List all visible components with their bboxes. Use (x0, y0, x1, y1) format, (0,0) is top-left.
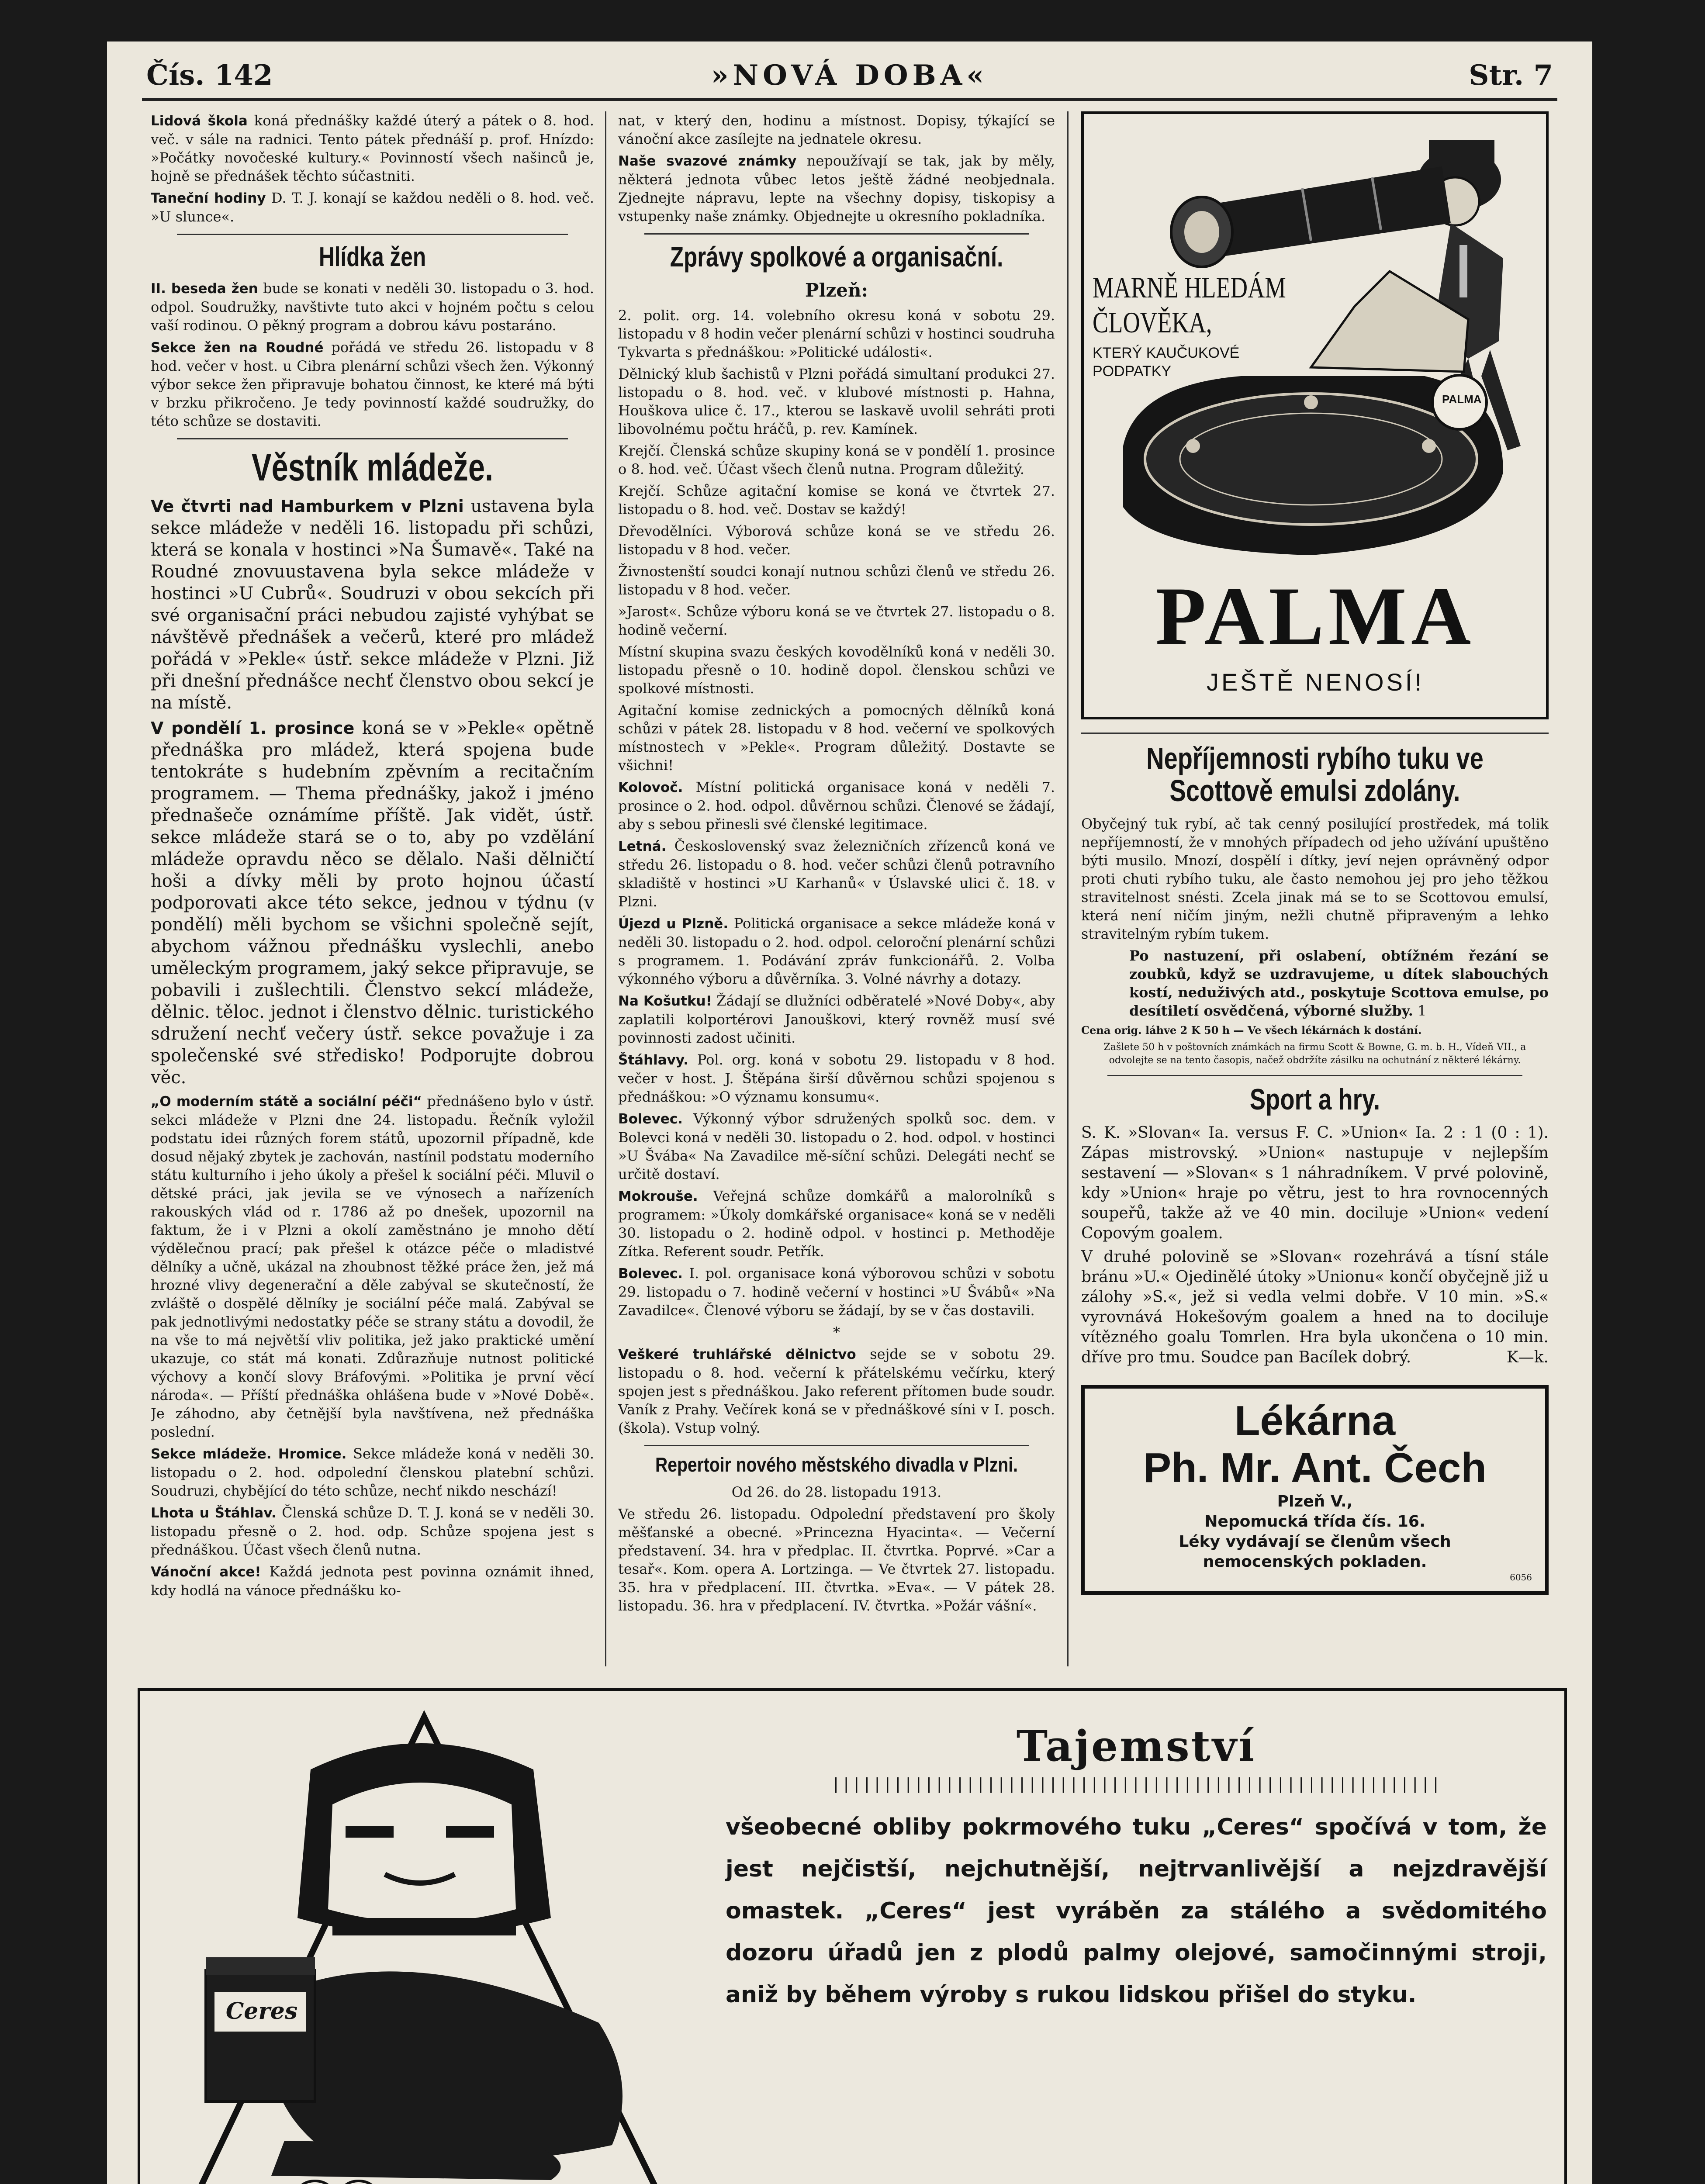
paragraph-lead: Bolevec. (618, 1266, 683, 1282)
paragraph-text: Politická organisace a sekce mládeže koná v neděli 30. listopadu o 2. hod. odpol. celoroční plenární schůzi s programem. 1. Podávání zpráv funkcionářů. 2. Volba výkonného výboru a důvěrníka. 3. Volné návrhy a dotazy. (618, 915, 1055, 988)
paragraph-lead: Bolevec. (618, 1111, 683, 1127)
section-heading-sport: Sport a hry. (1249, 1083, 1380, 1116)
palma-advertisement (1081, 111, 1549, 719)
paragraph-text: Po nastuzení, při oslabení, obtížném řezání se zoubků, když se uzdravujeme, u dítek slabouchých kostí, neduživých atd., poskytuje Scottova emulse, po desítiletí osvědčená, výborné služby. (1129, 947, 1549, 1019)
paragraph-text: Žádají se dlužníci odběratelé »Nové Doby«, aby zaplatili kolportérovi Janouškovi, který rovněž musí své povinnosti zadost učiniti. (618, 992, 1055, 1047)
paragraph-text: Každá jednota pest povinna oznámit ihned, kdy hodlá na vánoce přednášku ko- (151, 1563, 594, 1599)
ceres-tin-label: Ceres (225, 1998, 298, 2025)
paragraph-text: nepoužívají se tak, jak by měly, některá jednota vůbec letos ještě žádné neobjednala. Zjednejte nápravu, lepte na všechny dopisy, tiskopisy a vstupenky naše známky. Objednejte u okresního pokladníka. (618, 152, 1055, 225)
page-header (146, 59, 1553, 98)
article-paragraph (151, 1444, 594, 1500)
ceres-title-underline: ||||||||||||||||||||||||||||||||||||||||||||||||||||||||||| (831, 1775, 1442, 1793)
article-paragraph (618, 1187, 1055, 1261)
article-paragraph (618, 837, 1055, 911)
column-divider (1067, 111, 1069, 1666)
page-number: Str. 7 (1469, 59, 1553, 92)
article-paragraph: Agitační komise zednických a pomocných dělníků koná schůzi v pátek 28. listopadu v 8 hod. večerní ve spolkových místnostech v »Pekle«. Program důležitý. Dostavte se všichni! (618, 702, 1055, 774)
article-paragraph: Místní skupina svazu českých kovodělníků koná v neděli 30. listopadu přesně o 10. hodině dopol. členskou schůzi ve spolkové místnosti. (618, 643, 1055, 697)
palma-small-brand: PALMA (1442, 393, 1482, 406)
article-paragraph (151, 111, 594, 185)
article-paragraph (151, 495, 594, 714)
column-divider (605, 111, 606, 1666)
paragraph-lead: Ve čtvrti nad Hamburkem v Plzni (151, 497, 464, 516)
paragraph-text: Veřejná schůze domkářů a malorolníků s programem: »Úkoly domkářské organisace« koná se v neděli 30. listopadu o 2. hodině odpol. v hostinci p. Methoděje Zítka. Referent soudr. Petřík. (618, 1188, 1055, 1260)
paragraph-lead: Újezd u Plzně. (618, 916, 729, 932)
article-paragraph (1081, 947, 1549, 1020)
paragraph-lead: Letná. (618, 839, 667, 855)
article-paragraph: Ve středu 26. listopadu. Odpolední představení pro školy měšťanské a obecné. »Princezna Hyacinta«. — Večerní představení. 34. hra v předplac. II. čtvrtka. Poprvé. »Car a tesař«. Kom. opera A. Lortzinga. — Ve čtvrtek 27. listopadu. 35. hra v předplacení. III. čtvrtka. »Eva«. — V pátek 28. listopadu. 36. hra v předplacení. IV. čtvrtka. »Požár vášní«. (618, 1506, 1055, 1614)
lekarna-city: Plzeň V., (1277, 1493, 1353, 1511)
issue-number: Čís. 142 (146, 59, 273, 92)
sphinx-head-icon (297, 1743, 551, 1935)
paragraph-lead: Veškeré truhlářské dělnictvo (618, 1347, 856, 1363)
article-paragraph (151, 1092, 594, 1441)
paragraph-text: koná se v »Pekle« opětně přednáška pro mládež, která spojena bude tentokráte s hudebním zpěvním a recitačním programem. — Thema přednášky, jakož i jméno přednašeče oznámíme příště. Jak vidět, ústř. sekce mládeže stará se o to, aby po vzdělání mládeže opravdu něco se dělalo. Naši dělničtí hoši a dívky měli by proto hojnou účastí podporovati akce této sekce, jednou v týdnu (v pondělí) měli bychom se všichni společně sejít, abychom vážnou přednášku vyslechli, anebo uměleckým programem, jaký sekce připravuje, se pobavili i zušlechtili. Členstvo sekcí mládeže, dělnic. těloc. jednot i členstvo dělnic. turistického sdružení nechť večery ústř. sekce považuje i za společenské své středisko! Podporujte dobrou věc. (151, 718, 594, 1088)
palma-tagline: JEŠTĚ NENOSÍ! (1206, 668, 1425, 696)
paragraph-lead: II. beseda žen (151, 281, 258, 297)
paragraph-text: Místní politická organisace koná v neděli 7. prosince o 2. hod. odpol. důvěrnou schůzi. Členové se žádají, aby s sebou přinesli své členské legitimace. (618, 779, 1055, 833)
article-paragraph: Dřevodělníci. Výborová schůze koná se ve středu 26. listopadu v 8 hod. večer. (618, 523, 1055, 558)
section-heading-hlidka-zen: Hlídka žen (318, 242, 426, 272)
section-divider (1081, 733, 1549, 734)
section-divider (644, 1445, 1029, 1446)
sphinx-body-icon (268, 1971, 623, 2184)
paragraph-lead: Sekce žen na Roudné (151, 340, 324, 356)
paragraph-lead: Štáhlavy. (618, 1052, 689, 1068)
section-heading-repertoir: Repertoir nového městského divadla v Plzni. (655, 1453, 1018, 1476)
paragraph-lead: Lhota u Štáhlav. (151, 1505, 277, 1521)
paragraph-text: V druhé polovině se »Slovan« rozehrává a tísní stále bránu »U.« Ojedinělé útoky »Unionu« končí obyčejně již u zálohy »S.«, jež si vedla velmi dobře. V 10 min. »S.« vyrovnává Hokešovým goalem a hned na to dociluje vítězného goalu Tomrlen. Hra byla ukončena o 10 min. dříve pro tmu. Soudce pan Bacílek dobrý. (1081, 1248, 1549, 1367)
paragraph-text: I. pol. organisace koná výborovou schůzi v sobotu 29. listopadu o 7. hodině večerní v hostinci »U Švábů« »Na Zavadilce«. Členové výboru se žádají, by se v čas dostavili. (618, 1265, 1055, 1319)
paragraph-lead: V pondělí 1. prosince (151, 719, 355, 738)
article-paragraph: 2. polit. org. 14. volebního okresu koná v sobotu 29. listopadu v 8 hodin večer plenární schůzi v hostinci soudruha Tykvarta s přednáškou: »Politické události«. (618, 307, 1055, 361)
section-heading-zpravy: Zprávy spolkové a organisační. (670, 241, 1003, 273)
article-paragraph (151, 717, 594, 1089)
paragraph-text: Pol. org. koná v sobotu 29. listopadu v 8 hod. večer v host. J. Štěpána širší důvěrnou schůzi spojenou s přednáškou: »O významu konsumu«. (618, 1051, 1055, 1106)
article-paragraph (618, 1345, 1055, 1437)
article-paragraph: Krejčí. Schůze agitační komise se koná ve čtvrtek 27. listopadu o 8. hod. več. Dostav se každý! (618, 483, 1055, 518)
ceres-text (726, 1721, 1547, 2016)
ad-number: 1 (1418, 1002, 1427, 1019)
subheading-plzen: Plzeň: (805, 280, 868, 301)
palma-headline-1: MARNĚ HLEDÁM (1093, 271, 1286, 304)
article-paragraph: Obyčejný tuk rybí, ač tak cenný posilující prostředek, má tolik nepříjemností, že v mnohých případech od jeho užívání upuštěno býti musilo. Mnozí, dospělí i dítky, jeví nejen oprávněný odpor proti chuti rybího tuku, ale často nemohou jej pro jeho těžkou stravitelnost snésti. Zcela jinak má se to se Scottovou emulsí, která není ničím jiným, nežli chutně připraveným a lehko stravitelným rybím tukem. (1081, 816, 1549, 942)
paragraph-text: D. T. J. konají se každou neděli o 8. hod. več. »U slunce«. (151, 190, 594, 225)
paragraph-text: Členská schůze D. T. J. koná se v neděli 30. listopadu přesně o 2. hod. odp. Schůze spojena jest s přednáškou. Účast všech členů nutna. (151, 1504, 594, 1559)
section-divider (644, 233, 1029, 235)
article-paragraph (618, 992, 1055, 1047)
lekarna-service-2: nemocenských pokladen. (1203, 1553, 1427, 1571)
paragraph-lead: Mokrouše. (618, 1189, 698, 1205)
lekarna-code: 6056 (1510, 1572, 1532, 1583)
article-paragraph (1081, 1247, 1549, 1368)
paragraph-text: Výkonný výbor sdružených spolků soc. dem. v Bolevci koná v neděli 30. listopadu o 2. hod. odpol. v hostinci »U Švába« Na Zavadilce mě-síční schůzi. Delegáti nechť se určitě dostaví. (618, 1110, 1055, 1183)
paragraph-lead: Vánoční akce! (151, 1564, 261, 1580)
article-paragraph (618, 1051, 1055, 1106)
palma-headline-2: ČLOVĚKA, (1093, 306, 1212, 339)
column-right (1081, 111, 1549, 1666)
paragraph-text: přednášeno bylo v ústř. sekci mládeže v Plzni dne 24. listopadu. Řečník vyložil podstatu idei různých forem států, upozornil případně, kde dosud nějaký zbytek je zachován, nastínil podstatu moderního státu kulturního i jeho úkoly a přešel k sociální péči. Mluvil o dětské práci, jak jevila se ve výnosech a nařízeních rakouských vlád od r. 1786 až po dnešek, upozornil na faktum, že i v Plzni a okolí zaměstnáno je mnoho dětí výdělečnou prací; pak přešel k otázce péče o mladistvé dělníky a učně, ukázal na zhoubnost těžké práce žen, jež má hrozné vlivy degenerační a děle zabýval se skutečností, že zvláště o dospělé dělníky je sociální péče malá. Zabýval se pak jednotlivými nedostatky péče se strany státu a dovodil, že na vše to má největší vliv politika, jež jako praktické umění ukazuje, co stát má konati. Zdůrazňuje nutnost politické výchovy a končí slovy Bráfovými. »Politika je první věcí národa«. — Příští přednáška ohlášena bude v »Nové Době«. Je záhodno, aby četnější byla navštívena, než přednáška poslední. (151, 1093, 594, 1441)
paragraph-text: bude se konati v neděli 30. listopadu o 3. hod. odpol. Soudružky, navštivte tuto akci v hojném počtu s celou vaší rodinou. O pěkný program a dobrou kávu postaráno. (151, 280, 594, 334)
masthead-title: »NOVÁ DOBA« (711, 59, 989, 92)
paragraph-lead: Sekce mládeže. Hromice. (151, 1446, 347, 1462)
article-paragraph: »Jarost«. Schůze výboru koná se ve čtvrtek 27. listopadu o 8. hodině večerní. (618, 603, 1055, 639)
lekarna-advertisement (1081, 1385, 1549, 1595)
article-paragraph (151, 279, 594, 335)
article-paragraph: Živnostenští soudci konají nutnou schůzi členů ve středu 26. listopadu v 8 hod. večer. (618, 563, 1055, 598)
paragraph-text: koná přednášky každé úterý a pátek o 8. hod. več. v sále na radnici. Tento pátek přednáší p. prof. Hnízdo: »Počátky novočeské kultury.« Povinností všech našinců je, hojně se přednášek těchto súčastniti. (151, 112, 594, 184)
lekarna-title: Lékárna (1234, 1397, 1396, 1444)
lekarna-service: Léky vydávají se členům všech (1179, 1533, 1451, 1551)
article-paragraph: S. K. »Slovan« Ia. versus F. C. »Union« Ia. 2 : 1 (0 : 1). Zápas mistrovský. »Union« nastupuje v nejlepším sestavení — »Slovan« s 1 náhradníkem. V prvé polovině, kdy »Union« hraje po větru, jest to hra rovnocenných soupeřů, takže až ve 40 min. dociluje »Union« vedení Copovým goalem. (1081, 1124, 1549, 1243)
column-left (151, 111, 594, 1666)
lekarna-street: Nepomucká třída čís. 16. (1204, 1513, 1425, 1531)
header-rule (142, 98, 1557, 101)
separator-star: * (833, 1324, 840, 1341)
author-sign: K—k. (1506, 1348, 1549, 1367)
repertoir-dates: Od 26. do 28. listopadu 1913. (731, 1484, 942, 1501)
paragraph-lead: Naše svazové známky (618, 153, 797, 169)
paragraph-text: pořádá ve středu 26. listopadu v 8 hod. večer v host. u Cibra plenární schůzi všech žen. Výkonný výbor sekce žen připravuje bohatou činnost, ke které má býti v brzku přikročeno. Je tedy povinností každé soudružky, do této schůze se dostaviti. (151, 339, 594, 430)
paragraph-lead: Lidová škola (151, 113, 248, 129)
column-middle (618, 111, 1055, 1666)
palma-subline-2: PODPATKY (1093, 363, 1172, 380)
paragraph-text: Československý svaz železničních zřízenců koná ve středu 26. listopadu o 8. hod. večer schůzi členů potravního skladiště v hostinci »U Karhanů« v Úslavské ulici č. 18. v Plzni. (618, 838, 1055, 910)
ceres-title: Tajemství (1016, 1721, 1256, 1771)
article-paragraph (151, 1503, 594, 1559)
article-paragraph (618, 914, 1055, 988)
ceres-illustration (140, 1691, 717, 2184)
paragraph-lead: Taneční hodiny (151, 190, 266, 206)
article-paragraph (618, 1264, 1055, 1320)
ceres-tin-icon (206, 1957, 315, 2101)
article-paragraph (618, 778, 1055, 833)
article-paragraph (618, 1109, 1055, 1183)
section-divider (1107, 1075, 1522, 1076)
section-divider (177, 438, 568, 439)
telescope-icon (1171, 166, 1451, 267)
palma-brand: PALMA (1155, 570, 1476, 662)
article-paragraph (151, 189, 594, 226)
paragraph-text: Sekce mládeže koná v neděli 30. listopadu o 2. hod. odpolední členskou platební schůzi. Soudruzi, chybějící do této schůze, nechť nikdo neschází! (151, 1445, 594, 1500)
price-note: Cena orig. láhve 2 K 50 h — Ve všech lékárnách k dostání. (1081, 1024, 1422, 1037)
section-heading-vestnik-mladeze: Věstník mládeže. (251, 446, 494, 489)
paragraph-text: ustavena byla sekce mládeže v neděli 16. listopadu při schůzi, která se konala v hostinci »Na Šumavě«. Také na Roudné znovuustavena byla sekce mládeže v hostinci »U Cubrů«. Soudruzi v obou sekcích při své organisační práci nebudou zajisté vyhýbat se návštěvě přednášek a večerů, které pro mládež pořádá v »Pekle« ústř. sekce mládeže v Plzni. Již při dnešní přednášce nechť členstvo obou sekcí je na místě. (151, 496, 594, 713)
palma-subline-1: KTERÝ KAUČUKOVÉ (1093, 345, 1240, 361)
article-paragraph (151, 338, 594, 430)
ceres-body: všeobecné obliby pokrmového tuku „Ceres“ spočívá v tom, že jest nejčistší, nejchutnější, nejtrvanlivější a nejzdravější omastek. „Ceres“ jest vyráběn za stálého a svědomitého dozoru úřadů jen z plodů palmy olejové, samočinnými stroji, aniž by během výroby s rukou lidskou přišel do styku. (726, 1814, 1547, 2008)
paragraph-text: sejde se v sobotu 29. listopadu o 8. hod. večerní k přátelskému večírku, který spojen jest s přednáškou. Jako referent přítomen bude soudr. Vaník z Prahy. Večírek koná se v přednáškové síni v I. posch. (škola). Vstup volný. (618, 1346, 1055, 1437)
article-paragraph (618, 152, 1055, 225)
section-heading-scott: Nepříjemnosti rybího tuku ve Scottově emulsi zdolány. (1146, 741, 1484, 808)
ceres-advertisement (138, 1688, 1567, 2184)
section-divider (177, 234, 568, 235)
paragraph-lead: Na Košutku! (618, 993, 712, 1009)
lekarna-owner: Ph. Mr. Ant. Čech (1143, 1444, 1487, 1492)
article-paragraph: Dělnický klub šachistů v Plzni pořádá simultaní produkci 27. listopadu o 8. hod. več. v klubové místnosti p. Hahna, Houškova ulice č. 17., kterou se laskavě uvolil sehráti proti libovolnému počtu hráčů, p. rev. Kamínek. (618, 366, 1055, 438)
article-paragraph: nat, v který den, hodinu a místnost. Dopisy, týkající se vánoční akce zasílejte na jednatele okresu. (618, 112, 1055, 147)
article-paragraph: Krejčí. Členská schůze skupiny koná se v pondělí 1. prosince o 8. hod. več. Účast všech členů nutna. Program důležitý. (618, 442, 1055, 478)
paragraph-lead: „O moderním státě a sociální péči“ (151, 1094, 422, 1110)
mail-note: Zašlete 50 h v poštovních známkách na firmu Scott & Bowne, G. m. b. H., Vídeň VII., a odvolejte se na tento časopis, načež obdržíte zásilku na ochutnání z některé lékárny. (1103, 1042, 1526, 1066)
article-paragraph (151, 1562, 594, 1600)
paragraph-lead: Kolovoč. (618, 780, 683, 796)
newspaper-page (107, 41, 1592, 2184)
